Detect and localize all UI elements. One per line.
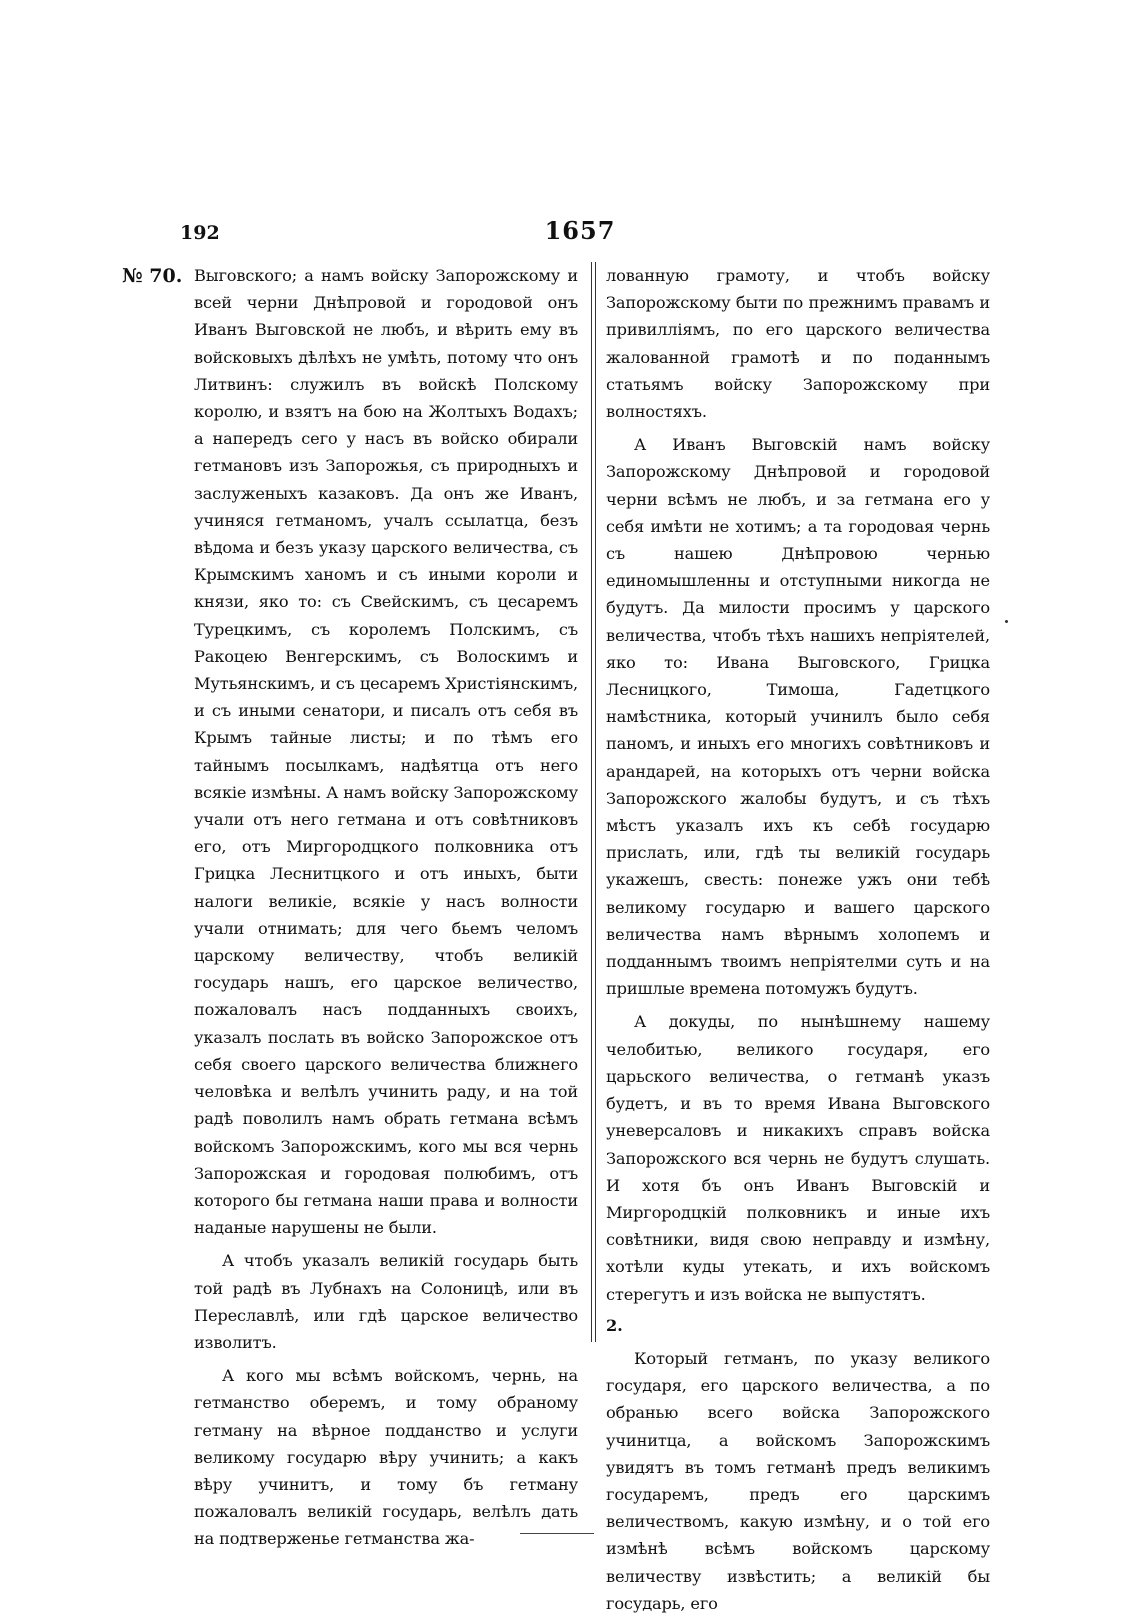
paragraph: лованную грамоту, и чтобъ войску Запорожскому быти по прежнимъ правамъ и привилліямъ, по его царского величества жалованной грамотѣ и по поданнымъ статьямъ войску Запорожскому при волностяхъ.: [606, 266, 990, 422]
column-divider: [591, 262, 592, 1342]
left-column: [194, 262, 578, 1553]
page-number: 192: [180, 222, 220, 244]
year-heading: 1657: [544, 216, 616, 245]
footer-rule: [520, 1533, 594, 1534]
section-number: 2.: [606, 1315, 623, 1335]
paragraph: Который гетманъ, по указу великого государя, его царского величества, а по обранью всего войска Запорожского учинитца, а войскомъ Запорожскимъ увидятъ въ томъ гетманѣ предъ великимъ государемъ, предъ его царскимъ величествомъ, какую измѣну, и о той его измѣнѣ всѣмъ войскомъ царскому величеству извѣстить; а великій бы государь, его: [606, 1348, 990, 1613]
document-number: № 70.: [122, 265, 183, 287]
column-divider: [595, 262, 596, 1342]
right-column: [606, 262, 990, 1617]
paragraph: Выговского; а намъ войску Запорожскому и всей черни Днѣпровой и городовой онъ Иванъ Выговской не любъ, и вѣрить ему въ войсковыхъ дѣлѣхъ не умѣть, потому что онъ Литвинъ: служилъ въ войскѣ Полскому королю, и взятъ на бою на Жолтыхъ Водахъ; а напередъ сего у насъ въ войско обирали гетмановъ изъ Запорожья, съ природныхъ и заслуженыхъ казаковъ. Да онъ же Иванъ, учиняся гетманомъ, учалъ ссылатца, безъ вѣдома и безъ указу царского величества, съ Крымскимъ ханомъ и съ иными короли и князи, яко то: съ Свейскимъ, съ цесаремъ Турецкимъ, съ королемъ Полскимъ, съ Ракоцею Венгерскимъ, съ Волоскимъ и Мутьянскимъ, и съ цесаремъ Христіянскимъ, и съ иными сенатори, и писалъ отъ себя въ Крымъ тайные листы; и по тѣмъ его тайнымъ посылкамъ, надѣятца отъ него всякіе измѣны. А намъ войску Запорожскому учали отъ него гетмана и отъ совѣтниковъ его, отъ Миргородцкого полковника отъ Грицка Леснитцкого и отъ иныхъ, быти налоги великіе, всякіе у насъ волности учали отнимать; для чего бьемъ челомъ царскому величеству, чтобъ великій государь нашъ, его царское величество, пожаловалъ насъ подданныхъ своихъ, указалъ послать въ войско Запорожское отъ себя своего царского величества ближнего человѣка и велѣлъ учинить раду, и на той радѣ поволилъ намъ обрать гетмана всѣмъ войскомъ Запорожскимъ, кого мы вся чернь Запорожская и городовая полюбимъ, отъ которого бы гетмана наши права и волности наданые нарушены не были.: [194, 266, 578, 1238]
ink-mark: [1005, 620, 1008, 623]
paragraph: А кого мы всѣмъ войскомъ, чернь, на гетманство оберемъ, и тому обраному гетману на вѣрное подданство и услуги великому государю вѣру учинить; а какъ вѣру учинитъ, и тому бъ гетману пожаловалъ великій государь, велѣлъ дать на подтверженье гетманства жа-: [194, 1366, 578, 1549]
paragraph: А докуды, по нынѣшнему нашему челобитью, великого государя, его царьского величества, о гетманѣ указъ будетъ, и въ то время Ивана Выговского уневерсаловъ и никакихъ справъ войска Запорожского вся чернь не будутъ слушать. И хотя бъ онъ Иванъ Выговскій и Миргородцкій полковникъ и иные ихъ совѣтники, видя свою неправду и измѣну, хотѣли куды утекать, и ихъ войскомъ стерегутъ и изъ войска не выпустятъ.: [606, 1012, 990, 1304]
paragraph: А Иванъ Выговскій намъ войску Запорожскому Днѣпровой и городовой черни всѣмъ не любъ, и за гетмана его у себя имѣти не хотимъ; а та городовая чернь съ нашею Днѣпровою чернью единомышленны и отступными никогда не будутъ. Да милости просимъ у царского величества, чтобъ тѣхъ нашихъ непріятелей, яко то: Ивана Выговского, Грицка Лесницкого, Тимоша, Гадетцкого намѣстника, который учинилъ было себя паномъ, и иныхъ его многихъ совѣтниковъ и арандарей, на которыхъ отъ черни войска Запорожского жалобы будутъ, и съ тѣхъ мѣстъ указалъ ихъ къ себѣ государю прислать, или, гдѣ ты великій государь укажешъ, свесть: понеже ужъ они тебѣ великому государю и вашего царского величества намъ вѣрнымъ холопемъ и подданнымъ твоимъ непріятелми суть и на пришлые времена потомужъ будутъ.: [606, 435, 990, 999]
paragraph: А чтобъ указалъ великій государь быть той радѣ въ Лубнахъ на Солоницѣ, или въ Переславлѣ, или гдѣ царское величество изволитъ.: [194, 1251, 578, 1352]
